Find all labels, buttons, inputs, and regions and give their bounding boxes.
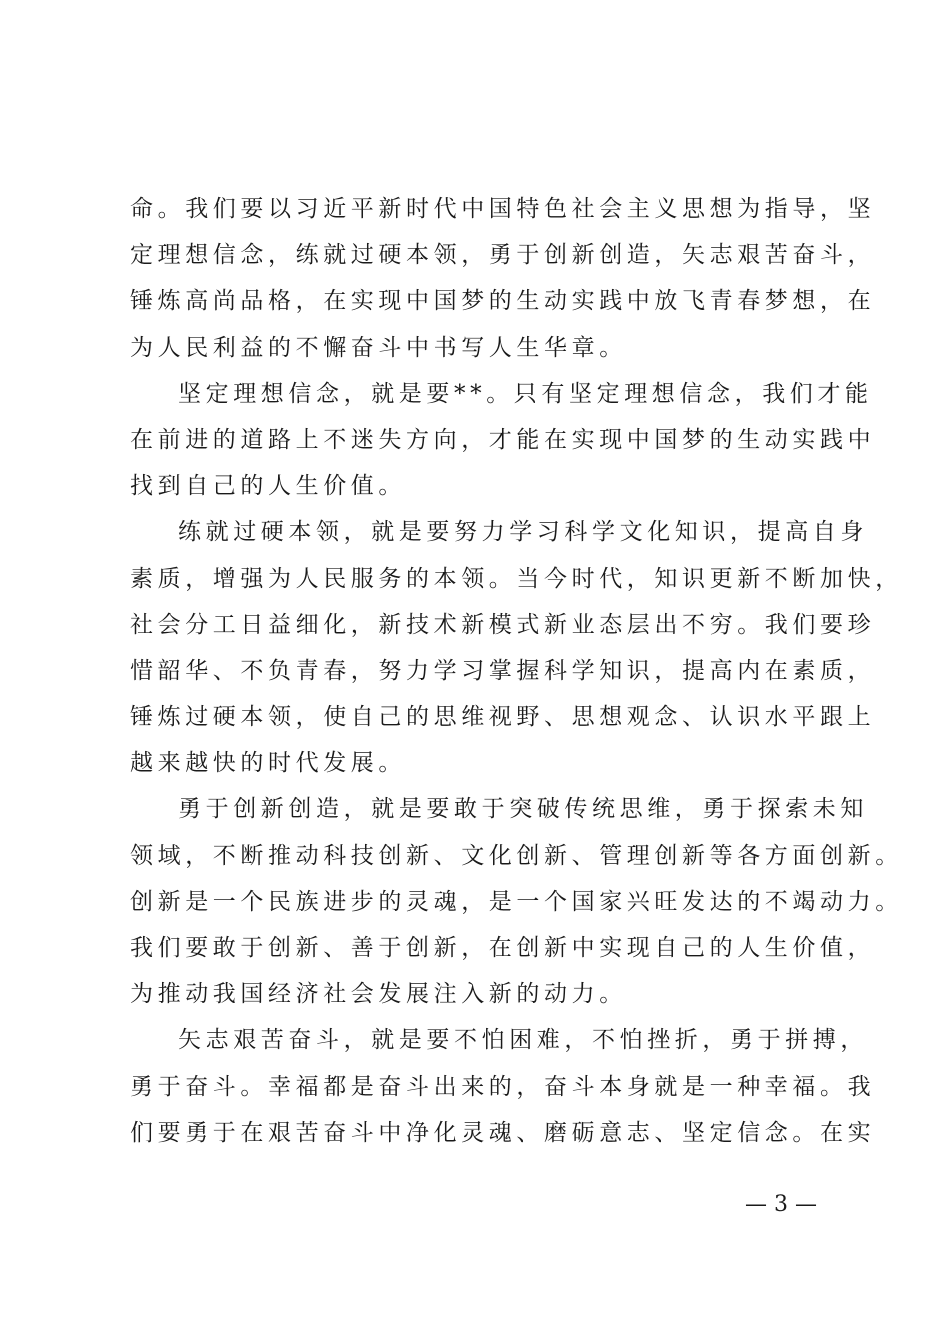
text-line: 在前进的道路上不迷失方向，才能在实现中国梦的生动实践中 [130, 426, 876, 453]
text-line: 越来越快的时代发展。 [130, 750, 406, 777]
paragraph-start-line: 坚定理想信念，就是要**。只有坚定理想信念，我们才能 [178, 380, 873, 407]
body-text [130, 186, 903, 1156]
text-line: 们要勇于在艰苦奋斗中净化灵魂、磨砺意志、坚定信念。在实 [130, 1119, 876, 1146]
text-line: 社会分工日益细化，新技术新模式新业态层出不穷。我们要珍 [130, 611, 876, 638]
text-line: 为推动我国经济社会发展注入新的动力。 [130, 981, 627, 1008]
page-number: — 3 — [745, 1192, 817, 1217]
text-line: 领域，不断推动科技创新、文化创新、管理创新等各方面创新。 [130, 842, 903, 869]
text-line: 勇于奋斗。幸福都是奋斗出来的，奋斗本身就是一种幸福。我 [130, 1073, 876, 1100]
text-line: 我们要敢于创新、善于创新，在创新中实现自己的人生价值， [130, 935, 876, 961]
text-line: 定理想信念，练就过硬本领，勇于创新创造，矢志艰苦奋斗， [130, 242, 876, 269]
text-line: 惜韶华、不负青春，努力学习掌握科学知识，提高内在素质， [130, 657, 876, 684]
text-line: 创新是一个民族进步的灵魂，是一个国家兴旺发达的不竭动力。 [130, 888, 903, 915]
paragraph-start-line: 练就过硬本领，就是要努力学习科学文化知识，提高自身 [178, 519, 868, 546]
text-line: 命。我们要以习近平新时代中国特色社会主义思想为指导，坚 [130, 196, 876, 222]
text-line: 素质，增强为人民服务的本领。当今时代，知识更新不断加快， [130, 565, 903, 592]
text-line: 为人民利益的不懈奋斗中书写人生华章。 [130, 334, 627, 361]
paragraph-start-line: 勇于创新创造，就是要敢于突破传统思维，勇于探索未知 [178, 796, 868, 823]
text-line: 锤炼过硬本领，使自己的思维视野、思想观念、认识水平跟上 [130, 704, 876, 731]
paragraph-start-line: 矢志艰苦奋斗，就是要不怕困难，不怕挫折，勇于拼搏， [178, 1027, 868, 1054]
text-line: 锤炼高尚品格，在实现中国梦的生动实践中放飞青春梦想，在 [130, 288, 876, 315]
text-line: 找到自己的人生价值。 [130, 473, 406, 500]
